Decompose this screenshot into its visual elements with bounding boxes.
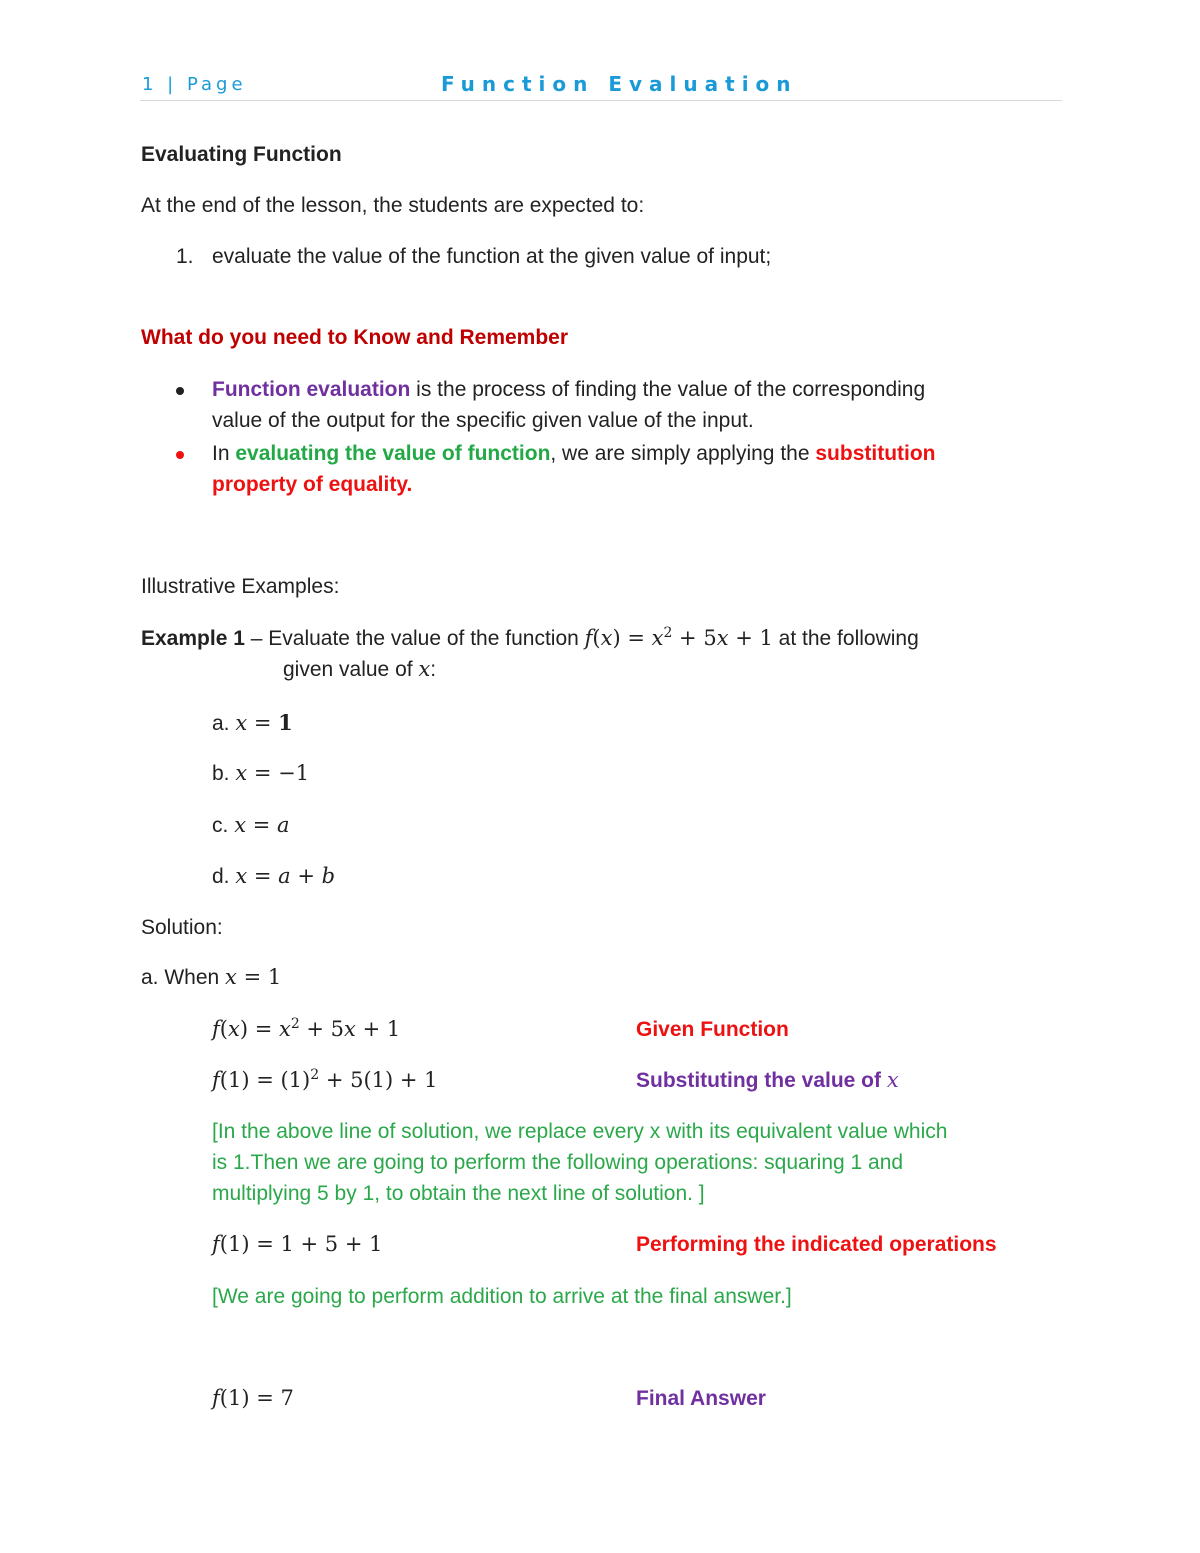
example-1-function: $f(x) = x^2 + 5x + 1$ [584, 625, 773, 650]
bullet-dot-1 [176, 387, 184, 395]
bullet-1-rest: is the process of finding the value of the corresponding [410, 378, 926, 401]
illustrative-heading: Illustrative Examples: [141, 575, 340, 598]
section-heading: Evaluating Function [141, 143, 342, 166]
bullet-2-line-1 [212, 438, 936, 469]
step-1-note: Given Function [636, 1018, 789, 1041]
step-2-expr: $f(1) = (1)^2 + 5(1) + 1$ [212, 1067, 438, 1092]
example-1-text-post: at the following [772, 627, 919, 650]
example-1-line2-post: : [430, 658, 437, 681]
header-title: Function Evaluation [441, 72, 798, 96]
example-item-a: a. x = 1 [212, 710, 293, 735]
bullet-2-pre: In [212, 442, 236, 465]
step-1-expr: $f(x) = x^2 + 5x + 1$ [212, 1016, 401, 1041]
step-4-expr: f(1) = 7 [212, 1386, 294, 1410]
bullet-1-line-1 [212, 374, 925, 405]
step-3-expr: f(1) = 1 + 5 + 1 [212, 1232, 383, 1256]
substitution-term: substitution [815, 442, 936, 465]
function-evaluation-term: Function evaluation [212, 378, 411, 401]
comment-1-line-3: multiplying 5 by 1, to obtain the next line of solution. ] [212, 1182, 705, 1205]
comment-1-line-1: [In the above line of solution, we replace every x with its equivalent value which [212, 1120, 948, 1143]
bullet-2-mid: , we are simply applying the [550, 442, 816, 465]
know-heading: What do you need to Know and Remember [141, 326, 569, 349]
page-number: 1 | Page [142, 74, 247, 95]
example-1-text: – Evaluate the value of the function [244, 627, 585, 650]
intro-text: At the end of the lesson, the students are expected to: [141, 194, 645, 217]
solution-part-a: a. When x = 1 [141, 965, 282, 989]
step-2-note: Substituting the value of x [636, 1068, 899, 1092]
example-item-c: c. x = a [212, 813, 290, 837]
comment-2: [We are going to perform addition to arrive at the final answer.] [212, 1285, 792, 1308]
bullet-dot-2 [176, 451, 184, 459]
example-1-label: Example 1 [141, 627, 245, 650]
bullet-1-line-2: value of the output for the specific given value of the input. [212, 409, 754, 432]
step-4-note: Final Answer [636, 1387, 766, 1410]
example-1-line2-pre: given value of [283, 658, 419, 681]
bullet-2-line-2: property of equality. [212, 473, 413, 496]
objective-number: 1. [176, 245, 194, 268]
evaluating-term: evaluating the value of function [235, 442, 551, 465]
example-item-d: d. x = a + b [212, 864, 336, 888]
example-1-line-1 [141, 623, 919, 654]
comment-1-line-2: is 1.Then we are going to perform the following operations: squaring 1 and [212, 1151, 904, 1174]
objective-text: evaluate the value of the function at the given value of input; [212, 245, 772, 268]
example-item-b: b. x = −1 [212, 761, 310, 785]
step-3-note: Performing the indicated operations [636, 1233, 997, 1256]
solution-label: Solution: [141, 916, 223, 939]
example-1-line-2: given value of x: [283, 657, 437, 681]
page-header [140, 72, 1062, 101]
